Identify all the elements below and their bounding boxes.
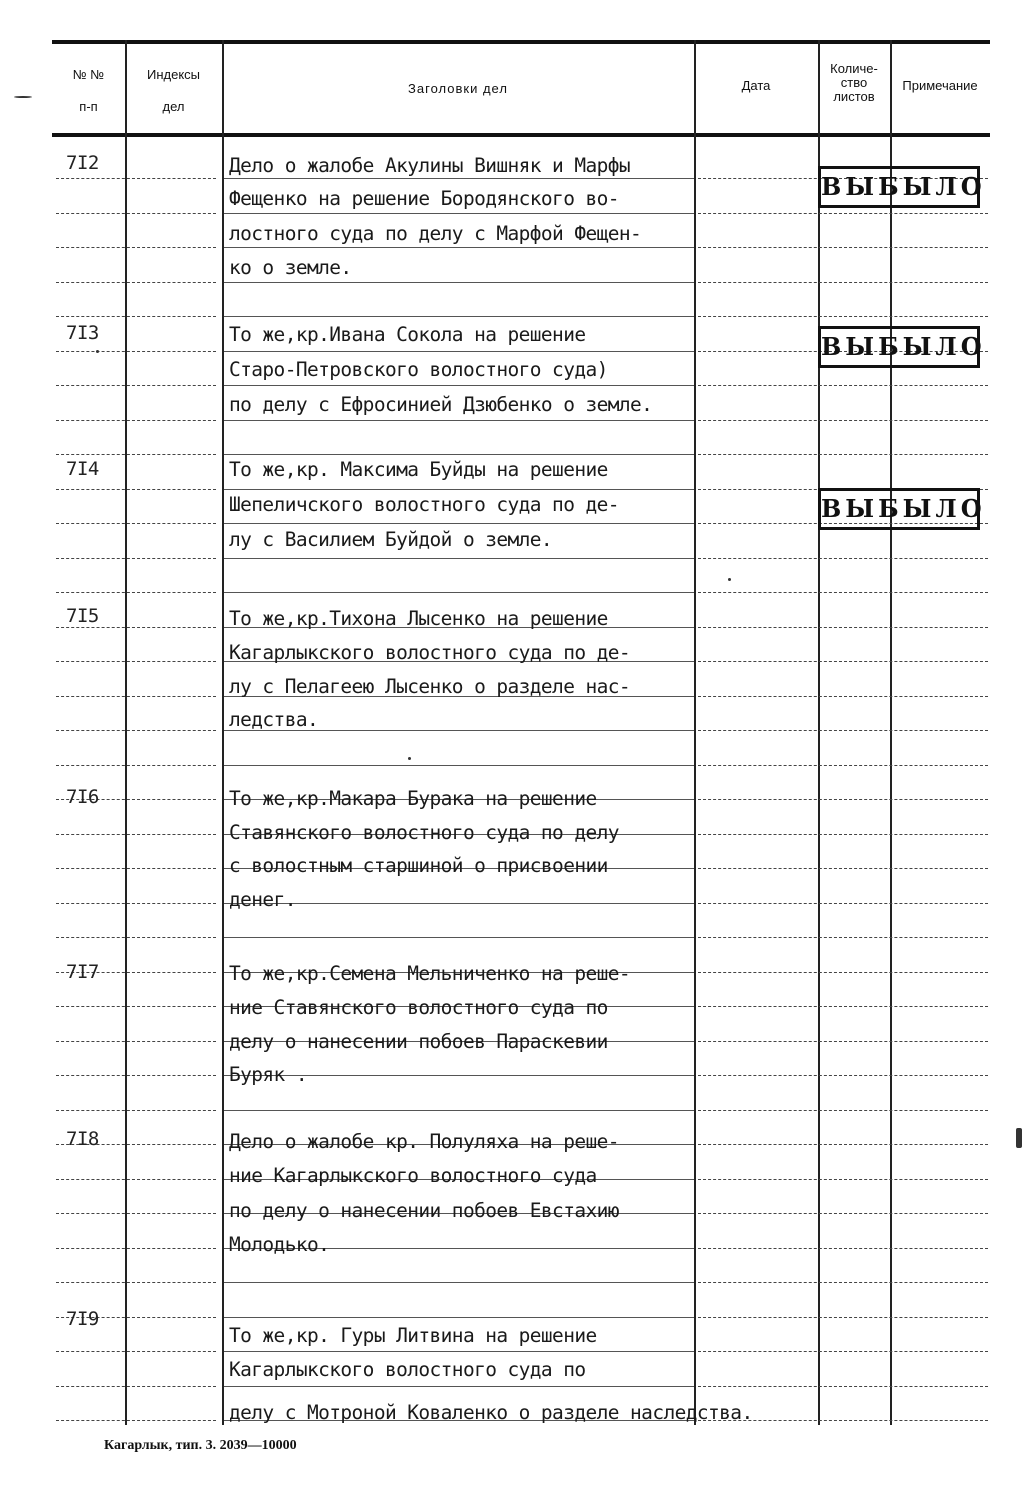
header-sheets (818, 62, 890, 104)
ruling-dash-right (698, 834, 988, 836)
entry-title-line: ние Ставянского волостного суда по (229, 996, 608, 1019)
ruling-line (224, 282, 694, 283)
ruling-dash-left (56, 523, 216, 525)
entry-title-line: То же,кр.Ивана Сокола на решение (229, 323, 586, 346)
ruling-dash-right (698, 1351, 988, 1353)
ruling-dash-right (698, 1282, 988, 1284)
ruling-line (224, 523, 694, 524)
entry-title-line: Дело о жалобе Акулины Вишняк и Марфы (229, 154, 631, 177)
ruling-dash-left (56, 316, 216, 318)
entry-title-line: Ставянского волостного суда по делу (229, 821, 619, 844)
entry-title-line: ние Кагарлыкского волостного суда (229, 1164, 597, 1187)
header-index-line2: дел (162, 99, 185, 114)
entry-title-line: ледства. (229, 708, 319, 731)
ruling-dash-right (698, 247, 988, 249)
ruling-dash-left (56, 1420, 216, 1422)
ruling-line (224, 1110, 694, 1111)
ruling-dash-left (56, 351, 216, 353)
ruling-line (224, 558, 694, 559)
ruling-dash-left (56, 937, 216, 939)
ruling-dash-right (698, 1179, 988, 1181)
entry-number: 7I5 (66, 605, 99, 627)
ruling-dash-right (698, 558, 988, 560)
ruling-dash-left (56, 1110, 216, 1112)
ruling-dash-left (56, 178, 216, 180)
ruling-line (224, 316, 694, 317)
ruling-dash-right (698, 1386, 988, 1388)
ruling-dash-left (56, 627, 216, 629)
ruling-dash-left (56, 834, 216, 836)
entry-title-line: То же,кр.Макара Бурака на решение (229, 787, 597, 810)
ruling-line (224, 1282, 694, 1283)
entry-title-line: Фещенко на решение Бородянского во- (229, 187, 619, 210)
entry-title-line: с волостным старшиной о присвоении (229, 854, 608, 877)
table-top-rule (52, 40, 990, 44)
entry-number: 7I3 (66, 322, 99, 344)
header-index (125, 68, 222, 114)
header-notes (890, 79, 990, 93)
ruling-dash-right (698, 316, 988, 318)
ruling-dash-right (698, 213, 988, 215)
scan-speck (96, 350, 99, 353)
entry-title-line: по делу о нанесении побоев Евстахию (229, 1199, 619, 1222)
vybylo-stamp: ВЫБЫЛО (818, 326, 980, 368)
ruling-dash-left (56, 558, 216, 560)
ruling-dash-left (56, 903, 216, 905)
ruling-dash-left (56, 1386, 216, 1388)
ruling-dash-right (698, 937, 988, 939)
ruling-dash-right (698, 765, 988, 767)
ruling-dash-left (56, 420, 216, 422)
entry-title-line: лу с Василием Буйдой о земле. (229, 528, 553, 551)
ruling-dash-right (698, 1075, 988, 1077)
ruling-dash-left (56, 454, 216, 456)
ruling-dash-right (698, 1317, 988, 1319)
ruling-dash-right (698, 1213, 988, 1215)
header-title-text: Заголовки дел (408, 81, 508, 96)
entry-title-line: Кагарлыкского волостного суда по (229, 1358, 586, 1381)
ruling-line (224, 420, 694, 421)
entry-number: 7I8 (66, 1128, 99, 1150)
header-number-line2: п-п (79, 99, 98, 114)
ruling-dash-right (698, 385, 988, 387)
ruling-dash-right (698, 972, 988, 974)
ruling-line (224, 385, 694, 386)
header-sheets-line1: Количе- (830, 61, 878, 76)
ruling-dash-right (698, 627, 988, 629)
ruling-dash-left (56, 282, 216, 284)
ruling-line (224, 765, 694, 766)
ruling-dash-left (56, 213, 216, 215)
header-notes-text: Примечание (902, 78, 978, 93)
header-number-line1: № № (72, 67, 105, 82)
ruling-dash-left (56, 1075, 216, 1077)
scan-speck (1016, 1128, 1022, 1148)
ruling-dash-right (698, 1041, 988, 1043)
ruling-dash-left (56, 1179, 216, 1181)
ruling-line (224, 454, 694, 455)
entry-title-line: То же,кр. Максима Буйды на решение (229, 458, 608, 481)
entry-title-line: делу с Мотроной Коваленко о разделе наследства. (229, 1401, 753, 1424)
ruling-dash-left (56, 868, 216, 870)
ruling-line (224, 247, 694, 248)
ruling-dash-left (56, 247, 216, 249)
entry-title-line: Кагарлыкского волостного суда по де- (229, 641, 631, 664)
header-title (222, 82, 694, 96)
entry-title-line: лостного суда по делу с Марфой Фещен- (229, 222, 642, 245)
scan-speck (408, 757, 411, 760)
entry-title-line: денег. (229, 888, 296, 911)
scan-speck (728, 578, 731, 581)
header-sheets-line3: листов (833, 89, 875, 104)
ruling-dash-left (56, 696, 216, 698)
vybylo-stamp: ВЫБЫЛО (818, 166, 980, 208)
ruling-line (224, 1317, 694, 1318)
entry-title-line: Старо-Петровского волостного суда) (229, 358, 608, 381)
ruling-dash-right (698, 1006, 988, 1008)
ruling-line (224, 178, 694, 179)
ruling-dash-right (698, 799, 988, 801)
header-number (52, 68, 125, 114)
entry-title-line: Шепеличского волостного суда по де- (229, 493, 619, 516)
ruling-dash-left (56, 1351, 216, 1353)
entry-number: 7I4 (66, 458, 99, 480)
entry-number: 7I6 (66, 786, 99, 808)
ruling-dash-right (698, 661, 988, 663)
entry-title-line: То же,кр.Тихона Лысенко на решение (229, 607, 608, 630)
vybylo-stamp: ВЫБЫЛО (818, 488, 980, 530)
ruling-dash-right (698, 420, 988, 422)
ruling-dash-right (698, 1110, 988, 1112)
header-date-text: Дата (741, 78, 771, 93)
entry-title-line: ко о земле. (229, 256, 352, 279)
ruling-dash-left (56, 1213, 216, 1215)
ruling-dash-left (56, 765, 216, 767)
ruling-dash-right (698, 868, 988, 870)
ruling-dash-right (698, 1144, 988, 1146)
entry-title-line: Дело о жалобе кр. Полуляха на реше- (229, 1130, 619, 1153)
ruling-line (224, 351, 694, 352)
header-date (694, 79, 818, 93)
ruling-dash-left (56, 489, 216, 491)
entry-number: 7I2 (66, 152, 99, 174)
ruling-dash-left (56, 385, 216, 387)
ruling-dash-left (56, 661, 216, 663)
ruling-dash-left (56, 1006, 216, 1008)
header-index-line1: Индексы (146, 67, 200, 82)
ruling-dash-right (698, 454, 988, 456)
entry-title-line: по делу с Ефросинией Дзюбенко о земле. (229, 393, 653, 416)
ruling-dash-left (56, 1248, 216, 1250)
ruling-line (224, 592, 694, 593)
ruling-dash-left (56, 730, 216, 732)
entry-title-line: То же,кр.Семена Мельниченко на реше- (229, 962, 631, 985)
ruling-dash-left (56, 1041, 216, 1043)
ruling-line (224, 1351, 694, 1352)
ruling-line (224, 489, 694, 490)
ruling-dash-right (698, 730, 988, 732)
ruling-dash-right (698, 282, 988, 284)
ruling-dash-right (698, 696, 988, 698)
entry-number: 7I9 (66, 1308, 99, 1330)
ruling-line (224, 937, 694, 938)
ruling-line (224, 1386, 694, 1387)
entry-title-line: Молодько. (229, 1233, 330, 1256)
entry-title-line: То же,кр. Гуры Литвина на решение (229, 1324, 597, 1347)
ruling-dash-left (56, 1282, 216, 1284)
entry-number: 7I7 (66, 961, 99, 983)
column-divider (694, 40, 696, 1425)
ruling-dash-left (56, 592, 216, 594)
entry-title-line: лу с Пелагеею Лысенко о разделе нас- (229, 675, 631, 698)
printer-imprint: Кагарлык, тип. 3. 2039—10000 (104, 1438, 297, 1453)
header-bottom-rule (52, 133, 990, 137)
ruling-dash-right (698, 903, 988, 905)
entry-title-line: Буряк . (229, 1063, 307, 1086)
header-sheets-line2: ство (840, 75, 868, 90)
entry-title-line: делу о нанесении побоев Параскевии (229, 1030, 608, 1053)
ruling-line (224, 213, 694, 214)
ruling-dash-right (698, 1248, 988, 1250)
ruling-dash-right (698, 592, 988, 594)
scan-speck (14, 96, 32, 98)
